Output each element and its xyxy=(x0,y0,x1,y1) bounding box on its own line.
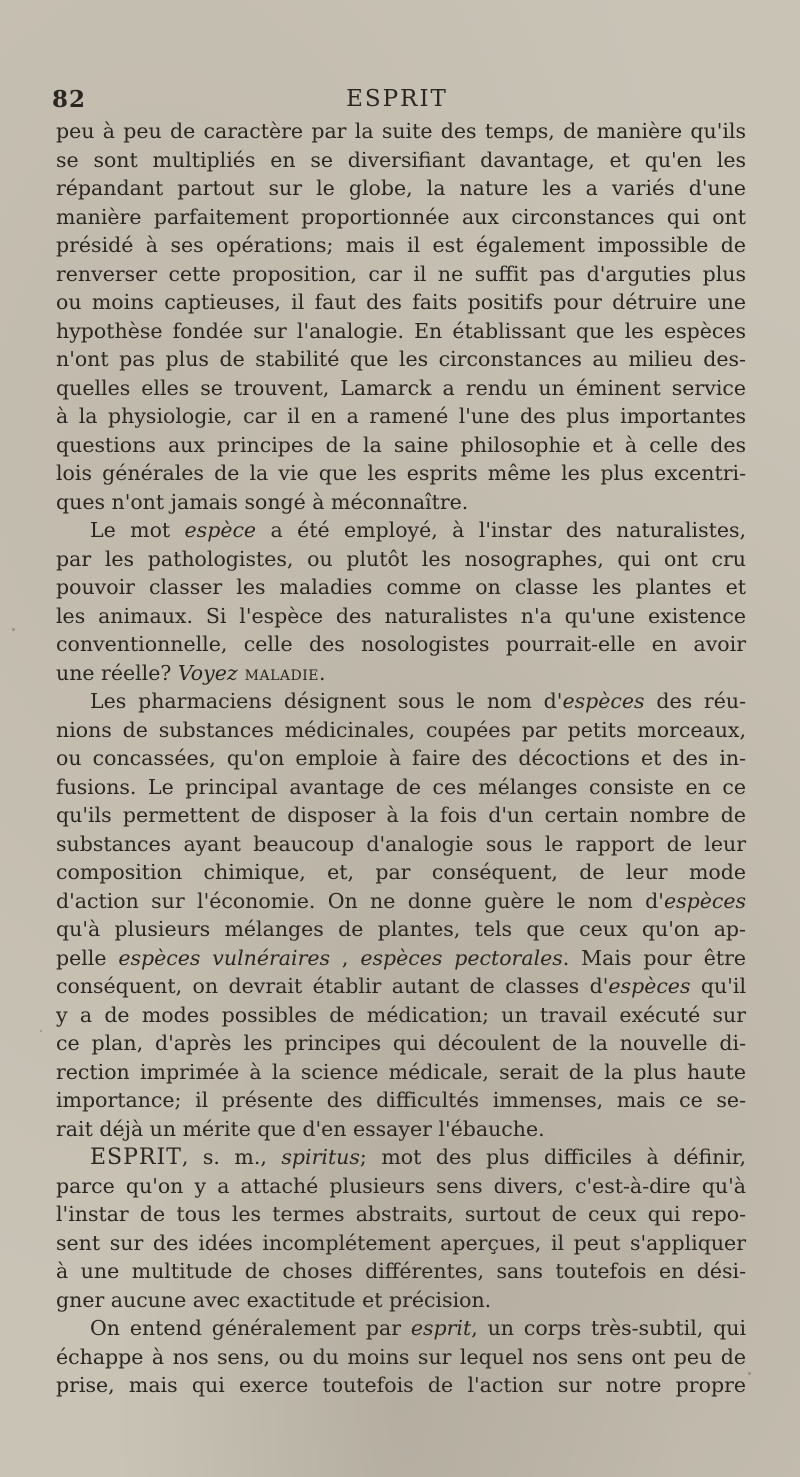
text-line-entry: ESPRIT xyxy=(90,1145,182,1170)
text-line xyxy=(56,716,746,745)
text-line xyxy=(56,630,746,659)
text-line-text: renverser cette proposition, car il ne suffit pas d'arguties plus xyxy=(56,261,746,286)
text-line xyxy=(56,1371,746,1400)
text-line-text: ou concassées, qu'on emploie à faire des décoctions et des in- xyxy=(56,746,746,770)
text-line-text: n'ont pas plus de stabilité que les circonstances au milieu des- xyxy=(56,347,746,371)
text-line-text: lois générales de la vie que les esprits même les plus excentri- xyxy=(56,461,746,485)
text-line xyxy=(56,516,746,545)
text-line-text: qu'à plusieurs mélanges de plantes, tels que ceux qu'on ap- xyxy=(56,917,746,941)
text-line-pre: d'action sur l'économie. On ne donne guère le nom d' xyxy=(56,888,664,913)
paper-speck xyxy=(40,1030,42,1032)
text-line-em: espèces xyxy=(562,689,645,713)
text-line-pre: pelle xyxy=(56,945,119,970)
text-line-text: ques n'ont jamais songé à méconnaître. xyxy=(56,489,469,514)
text-line-post: a été employé, à l'instar des naturalistes, xyxy=(256,518,746,542)
text-line-text: y a de modes possibles de médication; un travail exécuté sur xyxy=(56,1002,746,1027)
text-line xyxy=(56,944,746,973)
text-line-text: gner aucune avec exactitude et précision. xyxy=(56,1287,492,1312)
text-line-em: espèce xyxy=(184,518,257,542)
text-line xyxy=(56,146,746,175)
text-line-em: espèces xyxy=(663,888,746,913)
text-line xyxy=(56,459,746,488)
text-line xyxy=(56,1343,746,1372)
text-line-text: par les pathologistes, ou plutôt les nosographes, qui ont cru xyxy=(56,546,746,571)
text-line-text: pouvoir classer les maladies comme on classe les plantes et xyxy=(56,575,746,599)
text-line xyxy=(56,174,746,203)
text-line xyxy=(56,1229,746,1258)
text-line xyxy=(56,687,746,716)
text-line-text: l'instar de tous les termes abstraits, surtout de ceux qui repo- xyxy=(56,1202,746,1226)
text-line xyxy=(56,1001,746,1030)
body-text xyxy=(56,117,746,1400)
text-line xyxy=(56,231,746,260)
text-line-em: Voyez xyxy=(177,660,238,685)
text-line xyxy=(56,744,746,773)
text-line-text: répandant partout sur le globe, la nature les a variés d'une xyxy=(56,176,746,200)
text-line xyxy=(56,887,746,916)
text-line-text: présidé à ses opérations; mais il est également impossible de xyxy=(56,233,746,257)
text-line-pre: Le mot xyxy=(90,518,185,542)
text-line-text: qu'ils permettent de disposer à la fois d'un certain nombre de xyxy=(56,803,746,827)
paper-speck xyxy=(748,1372,751,1375)
text-line-text: ce plan, d'après les principes qui découlent de la nouvelle di- xyxy=(56,1031,746,1055)
text-line-em: esprit xyxy=(410,1316,472,1340)
text-line-post: ; mot des plus difficiles à définir, xyxy=(359,1145,746,1169)
text-line-em: espèces xyxy=(608,974,691,998)
text-line-text: sent sur des idées incomplétement aperçues, il peut s'appliquer xyxy=(56,1230,746,1255)
text-line-text: rait déjà un mérite que d'en essayer l'ébauche. xyxy=(56,1116,545,1141)
text-line-post: , xyxy=(330,945,361,970)
text-line-text: substances ayant beaucoup d'analogie sous le rapport de leur xyxy=(56,831,746,856)
text-line-em: spiritus xyxy=(281,1145,360,1169)
text-line xyxy=(56,830,746,859)
text-line-sc: maladie. xyxy=(237,660,327,685)
text-line-text: se sont multipliés en se diversifiant davantage, et qu'en les xyxy=(56,147,746,172)
text-line xyxy=(56,431,746,460)
running-head xyxy=(52,86,742,116)
text-line-pre: On entend généralement par xyxy=(90,1316,411,1340)
text-line-post: des réu- xyxy=(644,689,746,713)
text-line xyxy=(56,545,746,574)
text-line xyxy=(56,1314,746,1343)
text-line xyxy=(56,203,746,232)
text-line xyxy=(56,260,746,289)
text-line xyxy=(56,1029,746,1058)
text-line-post2: . Mais pour être xyxy=(562,945,746,970)
text-line xyxy=(56,402,746,431)
text-line-text: manière parfaitement proportionnée aux circonstances qui ont xyxy=(56,204,746,229)
text-line-text: questions aux principes de la saine philosophie et à celle des xyxy=(56,432,746,457)
text-line xyxy=(56,288,746,317)
text-line xyxy=(56,1172,746,1201)
text-line-em2: espèces pectorales xyxy=(360,945,563,970)
text-line-text: composition chimique, et, par conséquent, de leur mode xyxy=(56,860,746,884)
text-line xyxy=(56,659,746,688)
text-line-text: peu à peu de caractère par la suite des temps, de manière qu'ils xyxy=(56,119,746,143)
text-line-text: quelles elles se trouvent, Lamarck a rendu un éminent service xyxy=(56,375,746,400)
text-line-text: importance; il présente des difficultés immenses, mais ce se- xyxy=(56,1088,746,1112)
text-line xyxy=(56,801,746,830)
text-line-text: prise, mais qui exerce toutefois de l'action sur notre propre xyxy=(56,1373,746,1397)
text-line xyxy=(56,573,746,602)
text-line-text: les animaux. Si l'espèce des naturalistes n'a qu'une existence xyxy=(56,603,746,628)
text-line xyxy=(56,1115,746,1144)
text-line xyxy=(56,374,746,403)
text-line-text: à la physiologie, car il en a ramené l'une des plus importantes xyxy=(56,404,746,428)
text-line-pre: Les pharmaciens désignent sous le nom d' xyxy=(90,689,563,713)
text-line-text: à une multitude de choses différentes, sans toutefois en dési- xyxy=(56,1259,746,1283)
text-line-pre: une réelle? xyxy=(56,660,178,685)
text-line xyxy=(56,972,746,1001)
text-line xyxy=(56,1143,746,1172)
paper-speck xyxy=(12,628,15,631)
text-line-pre: conséquent, on devrait établir autant de classes d' xyxy=(56,974,609,998)
page-number: 82 xyxy=(52,86,87,113)
running-title: ESPRIT xyxy=(346,86,448,112)
text-line xyxy=(56,117,746,146)
text-line xyxy=(56,1286,746,1315)
text-line-post: qu'il xyxy=(690,974,747,998)
text-line xyxy=(56,317,746,346)
text-line-text: rection imprimée à la science médicale, serait de la plus haute xyxy=(56,1059,746,1084)
text-line-text: parce qu'on y a attaché plusieurs sens divers, c'est-à-dire qu'à xyxy=(56,1173,746,1198)
text-line xyxy=(56,1257,746,1286)
text-line xyxy=(56,773,746,802)
text-line-text: échappe à nos sens, ou du moins sur lequel nos sens ont peu de xyxy=(56,1344,746,1369)
text-line-text: fusions. Le principal avantage de ces mélanges consiste en ce xyxy=(56,774,746,799)
text-line-text: nions de substances médicinales, coupées par petits morceaux, xyxy=(56,717,746,742)
text-line-post: , un corps très-subtil, qui xyxy=(471,1316,746,1340)
text-line xyxy=(56,858,746,887)
text-line-pre: , s. m., xyxy=(181,1145,282,1169)
text-line xyxy=(56,602,746,631)
text-line xyxy=(56,1086,746,1115)
text-line-em: espèces vulnéraires xyxy=(118,945,331,970)
text-line xyxy=(56,1200,746,1229)
text-line xyxy=(56,488,746,517)
text-line xyxy=(56,915,746,944)
text-line xyxy=(56,1058,746,1087)
text-line-text: ou moins captieuses, il faut des faits positifs pour détruire une xyxy=(56,290,746,314)
text-line-text: conventionnelle, celle des nosologistes pourrait-elle en avoir xyxy=(56,632,746,656)
text-line-text: hypothèse fondée sur l'analogie. En établissant que les espèces xyxy=(56,318,746,343)
text-line xyxy=(56,345,746,374)
